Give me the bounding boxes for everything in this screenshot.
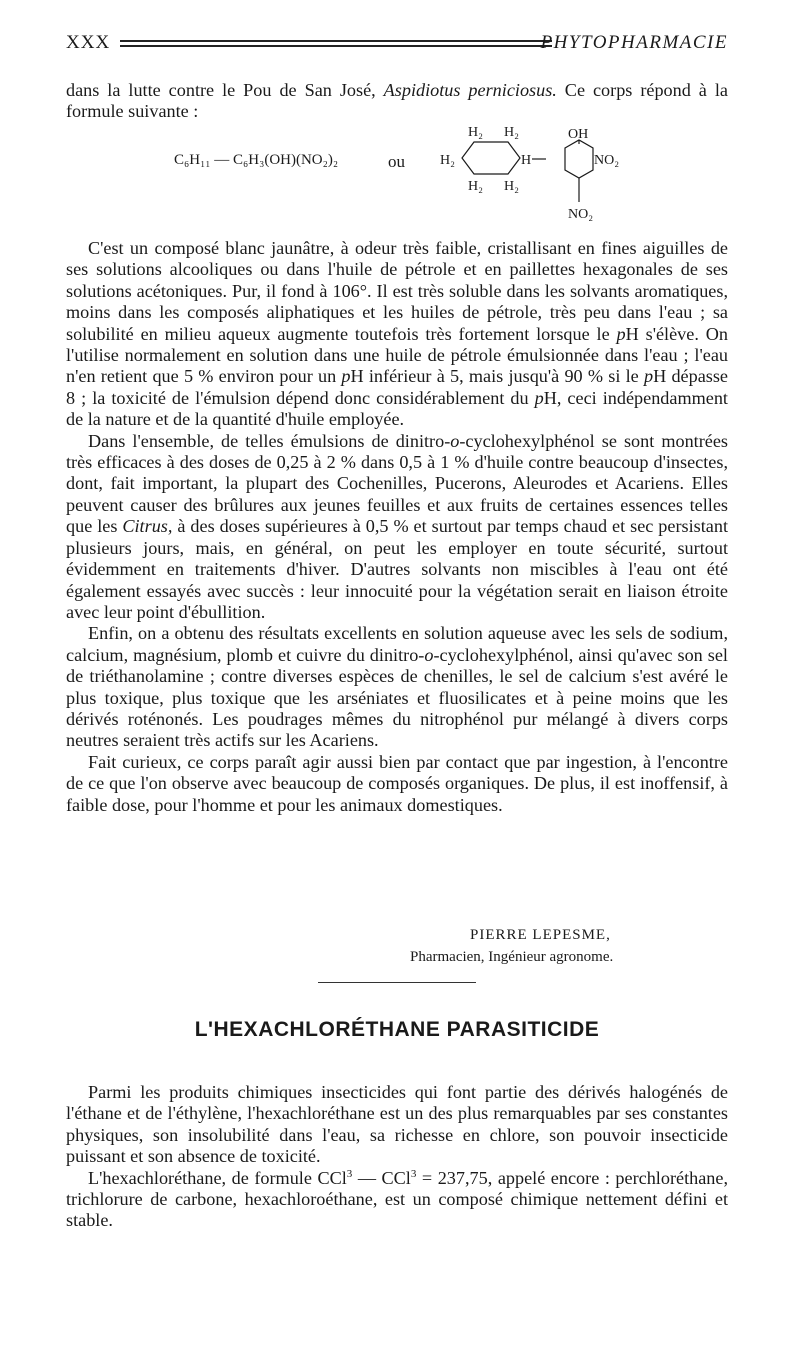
ring-label: OH xyxy=(568,127,589,142)
intro-paragraph xyxy=(66,80,728,123)
author-name: PIERRE LEPESME, xyxy=(470,927,611,943)
cyclohexyl-ring xyxy=(462,142,520,174)
body-text xyxy=(66,238,728,816)
ring-label: H₂ xyxy=(468,179,483,194)
ring-label: NO₂ xyxy=(568,207,594,222)
page-number: XXX xyxy=(66,32,111,53)
intro-text-end: Ce corps répond à la formule suivante : xyxy=(66,80,728,122)
paragraph: C'est un composé blanc jaunâtre, à odeur très faible, cristallisant en fines aiguilles de ses solutions alcooliques ou dans l'huile de pétrole et en paillettes hexagonales de ses solutions acétoniques. Pur, il fond à 106°. Il est très soluble dans les solvants aromatiques, moins dans les composés aliphatiques et les huiles de pétrole, très peu dans l'eau ; sa solubilité en milieu aqueux augmente toutefois très fortement lorsque le pH s'élève. On l'utilise normalement en solution dans une huile de pétrole émulsionnée dans l'eau ; l'eau n'en retient que 5 % environ pour un pH inférieur à 5, mais jusqu'à 90 % si le pH dépasse 8 ; la toxicité de l'émulsion dépend donc considérablement du pH, ceci indépendamment de la nature et de la quantité d'huile employée. xyxy=(66,238,729,430)
running-title: PHYTOPHARMACIE xyxy=(540,32,728,53)
header-rule xyxy=(120,40,552,42)
paragraph: Parmi les produits chimiques insecticides qui font partie des dérivés halogénés de l'éthane et de l'éthylène, l'hexachloréthane est un des plus remarquables par ses constantes physiques, son insolubilité dans l'eau, sa richesse en chlore, son pouvoir insecticide puissant et son absence de toxicité. xyxy=(66,1082,728,1167)
ring-label: H₂ xyxy=(440,153,455,168)
section-body xyxy=(66,1082,728,1232)
paragraph: L'hexachloréthane, de formule CCl$^3$ — CCl$^3$ = 237,75, appelé encore : perchloréthane, trichlorure de carbone, hexachloroéthane, est un composé chimique nettement défini et stable. xyxy=(66,1167,729,1231)
ring-label: H₂ xyxy=(468,125,483,140)
ring-label: H₂ xyxy=(504,179,519,194)
linear-formula: C₆H₁₁ — C₆H₃(OH)(NO₂)₂ xyxy=(174,152,339,168)
benzene-ring xyxy=(565,140,593,178)
paragraph: Fait curieux, ce corps paraît agir aussi bien par contact que par ingestion, à l'encontre de ce que l'on observe avec beaucoup de composés organiques. De plus, il est inoffensif, à faible dose, pour l'homme et pour les animaux domestiques. xyxy=(66,751,728,815)
or-label: ou xyxy=(388,152,405,171)
paragraph: Enfin, on a obtenu des résultats excellents en solution aqueuse avec les sels de sodium, calcium, magnésium, plomb et cuivre du dinitro-o-cyclohexylphénol, ainsi qu'avec son sel de triéthanolamine ; contre diverses espèces de chenilles, le sel de calcium s'est avéré le plus toxique, plus toxique que les arséniates et fluosilicates et à peine moins que les dérivés roténonés. Les poudrages mêmes du nitrophénol pur mélangé à divers corps neutres seraient très actifs sur les Acariens. xyxy=(66,623,728,751)
intro-text: dans la lutte contre le Pou de San José, xyxy=(66,80,384,100)
ring-label: NO₂ xyxy=(594,153,620,168)
ring-label: H₂ xyxy=(504,125,519,140)
structural-formula xyxy=(66,118,728,228)
section-title: L'HEXACHLORÉTHANE PARASITICIDE xyxy=(194,1018,600,1041)
ring-label: H xyxy=(521,153,532,168)
section-divider xyxy=(318,982,476,983)
header-rule xyxy=(120,45,552,47)
chemical-formula xyxy=(66,118,728,228)
paragraph: Dans l'ensemble, de telles émulsions de dinitro-o-cyclohexylphénol se sont montrées très efficaces à des doses de 0,25 à 2 % dans 0,5 à 1 % d'huile contre beaucoup d'insectes, dont, fait important, la plupart des Cochenilles, Pucerons, Aleurodes et Acariens. Elles peuvent causer des brûlures aux jeunes feuilles et aux fruits de certaines essences telles que les Citrus, à des doses supérieures à 0,5 % et surtout par temps chaud et sec persistant plusieurs jours, mais, en général, on peut les employer en toute sécurité, surtout évidemment en traitements d'hiver. D'autres solvants non miscibles à l'eau ont été également essayés avec succès : leur innocuité pour la végétation serait en liaison étroite avec leur point d'ébullition. xyxy=(66,430,728,622)
species-name: Aspidiotus perniciosus. xyxy=(383,80,557,100)
page-header xyxy=(66,32,728,56)
author-title: Pharmacien, Ingénieur agronome. xyxy=(410,949,614,965)
